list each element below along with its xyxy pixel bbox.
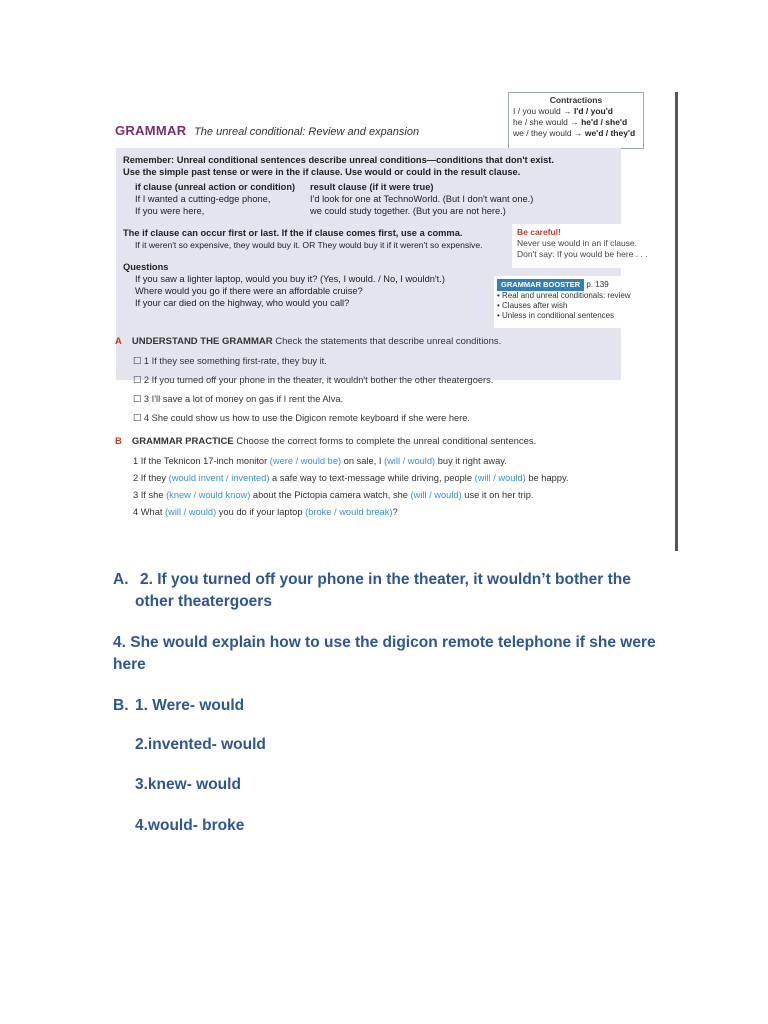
section-a-instruction: Check the statements that describe unreal conditions. [275, 336, 502, 347]
contraction-row: he / she would → he'd / she'd [513, 117, 628, 127]
photo-edge [675, 92, 678, 551]
section-a-letter: A [115, 336, 122, 347]
section-b-heading [115, 436, 536, 447]
answer-b-label: B. [113, 697, 129, 714]
booster-page: p. 139 [586, 280, 609, 289]
contraction-row: I / you would → I'd / you'd [513, 106, 613, 116]
checklist-item[interactable]: ☐ 3 I'll save a lot of money on gas if I rent the Alva. [133, 394, 344, 404]
section-b-title: GRAMMAR PRACTICE [131, 436, 234, 447]
practice-item: 4 What (will / would) you do if your laptop (broke / would break)? [133, 507, 398, 517]
grammar-title: The unreal conditional: Review and expansion [194, 126, 420, 138]
question-line: If you saw a lighter laptop, would you buy it? (Yes, I would. / No, I wouldn't.) [135, 274, 445, 284]
comma-rule: The if clause can occur first or last. If the if clause comes first, use a comma. [123, 228, 463, 238]
table-cell: I'd look for one at TechnoWorld. (But I don't want one.) [310, 194, 534, 204]
checklist-item[interactable]: ☐ 1 If they see something first-rate, they buy it. [133, 356, 327, 366]
answer-a-line: other theatergoers [135, 593, 272, 610]
grammar-heading [115, 123, 419, 138]
questions-heading: Questions [123, 262, 169, 272]
grammar-booster-box [494, 276, 669, 328]
careful-heading: Be careful! [517, 227, 561, 237]
section-a-title: UNDERSTAND THE GRAMMAR [131, 336, 273, 347]
remember-line: Remember: Unreal conditional sentences describe unreal conditions—conditions that don't exist. [123, 155, 554, 165]
table-cell: we could study together. (But you are not here.) [310, 206, 506, 216]
practice-item: 3 If she (knew / would know) about the Pictopia camera watch, she (will / would) use it on her trip. [133, 490, 534, 500]
answer-a-line: 2. If you turned off your phone in the theater, it wouldn’t bother the [140, 571, 631, 588]
checklist-item[interactable]: ☐ 4 She could show us how to use the Digicon remote keyboard if she were here. [133, 413, 471, 423]
section-a-heading [115, 336, 501, 347]
grammar-word: GRAMMAR [115, 123, 187, 138]
contractions-heading: Contractions [549, 95, 603, 105]
be-careful-box [512, 224, 662, 268]
answer-b-item: 2.invented- would [135, 736, 266, 753]
contraction-row: we / they would → we'd / they'd [513, 128, 636, 138]
table-head-right: result clause (if it were true) [310, 182, 434, 192]
booster-item: • Clauses after wish [497, 301, 568, 310]
question-line: Where would you go if there were an affordable cruise? [135, 286, 363, 296]
answer-b-item: 4.would- broke [135, 817, 245, 834]
answer-b-item: 1. Were- would [135, 697, 245, 714]
booster-tag: GRAMMAR BOOSTER [497, 279, 584, 291]
booster-item: • Real and unreal conditionals: review [497, 291, 631, 300]
section-b-letter: B [115, 436, 122, 447]
practice-item: 2 If they (would invent / invented) a safe way to text-message while driving, people (will / would) be happy. [133, 473, 569, 483]
table-cell: If I wanted a cutting-edge phone, [135, 194, 271, 204]
remember-line: Use the simple past tense or were in the if clause. Use would or could in the result clause. [123, 167, 521, 177]
checklist-item[interactable]: ☐ 2 If you turned off your phone in the theater, it wouldn't bother the other theatergoers. [133, 375, 494, 385]
section-b-instruction: Choose the correct forms to complete the unreal conditional sentences. [236, 436, 537, 447]
practice-item: 1 If the Teknicon 17-inch monitor (were / would be) on sale, I (will / would) buy it right away. [133, 456, 507, 466]
comma-example: If it weren't so expensive, they would buy it. OR They would buy it if it weren't so expensive. [135, 240, 483, 250]
careful-line: Don't say: If you would be here . . . [517, 249, 648, 259]
table-head-left: if clause (unreal action or condition) [135, 182, 296, 192]
answer-b-item: 3.knew- would [135, 776, 241, 793]
answer-a-label: A. [113, 571, 129, 588]
careful-line: Never use would in an if clause. [517, 238, 638, 248]
textbook-photo [97, 92, 678, 551]
answer-a4-line: here [113, 656, 146, 673]
table-cell: If you were here, [135, 206, 205, 216]
answer-a4-line: 4. She would explain how to use the digicon remote telephone if she were [113, 634, 656, 651]
question-line: If your car died on the highway, who would you call? [135, 298, 350, 308]
booster-item: • Unless in conditional sentences [497, 311, 615, 320]
contractions-box [508, 92, 644, 149]
